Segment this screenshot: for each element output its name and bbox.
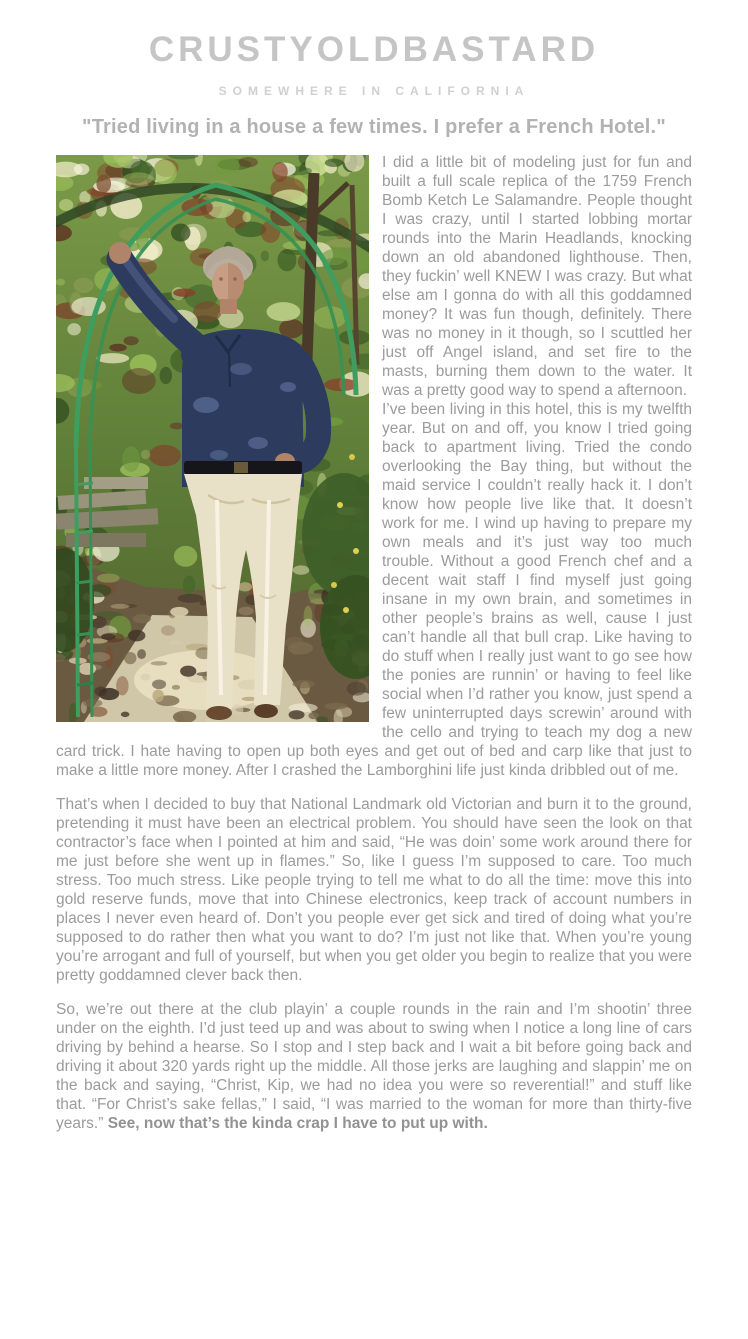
paragraph-victorian: That’s when I decided to buy that National Landmark old Victorian and burn it to the ground, pretending it must have been an electrical problem. You should have seen the look on that contractor’s face when I pointed at him and said, “He was doin’ some work around there for me just before she went up in flames.” So, like I guess I’m supposed to care. Too much stress. Too much stress. Like people trying to tell me what to do all the time: move this into gold reserve funds, move that into Chinese electronics, keep track of account numbers in places I never even heard of. Don’t you people ever get sick and tired of doing what you’re supposed to do rather then what you want to do? I’m just not like that. When you’re young you’re arrogant and full of yourself, but when you get older you begin to realize that you were pretty goddamned clever back then. bbox=[56, 796, 692, 984]
blog-subtitle: SOMEWHERE IN CALIFORNIA bbox=[218, 84, 530, 98]
garden-photo-illustration bbox=[56, 155, 369, 722]
closing-line: See, now that’s the kinda crap I have to put up with. bbox=[107, 1115, 488, 1132]
golf-story-text: So, we’re out there at the club playin’ a couple rounds in the rain and I’m shootin’ three under on the eighth. I’d just teed up and was about to swing when I notice a long line of cars driving by behind a hearse. So I stop and I step back and I wait a bit before going back and driving it about 320 yards right up the middle. All those jerks are laughing and slappin’ me on the back and saying, “Christ, Kip, we had no idea you were so reverential!” and stuff like that. “For Christ’s sake fellas,” I said, “I was married to the woman for more than thirty-five years.” bbox=[56, 1001, 692, 1132]
paragraph-modeling: I did a little bit of modeling just for fun and built a full scale replica of the 1759 French Bomb Ketch Le Salamandre. People thought I was crazy, until I started lobbing mortar rounds into the Marin Headlands, knocking down an old abandoned lighthouse. Then, they fuckin’ well KNEW I was crazy. But what else am I gonna do with all this goddamned money? It was fun though, definitely. There was no money in it though, so I scuttled her just off Angel island, and set fire to the masts, burning them down to the water. It was a pretty good way to spend a afternoon. bbox=[382, 154, 692, 399]
blog-tagline: "Tried living in a house a few times. I prefer a French Hotel." bbox=[82, 116, 666, 138]
blog-title[interactable]: CRUSTYOLDBASTARD bbox=[148, 30, 600, 69]
blog-header bbox=[56, 0, 692, 139]
post-body bbox=[56, 153, 692, 1133]
paragraph-hotel-living: I’ve been living in this hotel, this is my twelfth year. But on and off, you know I tried going back to apartment living. Tried the condo overlooking the Bay thing, but without the maid service I couldn’t really hack it. I don’t know how people live like that. It doesn’t work for me. I wind up having to prepare my own meals and it’s just way too much trouble. Without a good French chef and a decent wait staff I find myself just going insane in my own brain, and sometimes in other people’s brains as well, cause I just can’t handle all that bull crap. Like having to do stuff when I really just want to go see how the ponies are runnin’ or having to feel like social when I’d rather you know, just spend a few uninterrupted days screwin’ around with the cello and trying to teach my dog a new card trick. I hate having to open up both eyes and get out of bed and carp like that just to make a little more money. After I crashed the Lamborghini life just kinda dribbled out of me. bbox=[56, 401, 692, 779]
garden-photo bbox=[56, 155, 369, 722]
paragraph-golf-story bbox=[56, 1000, 692, 1133]
